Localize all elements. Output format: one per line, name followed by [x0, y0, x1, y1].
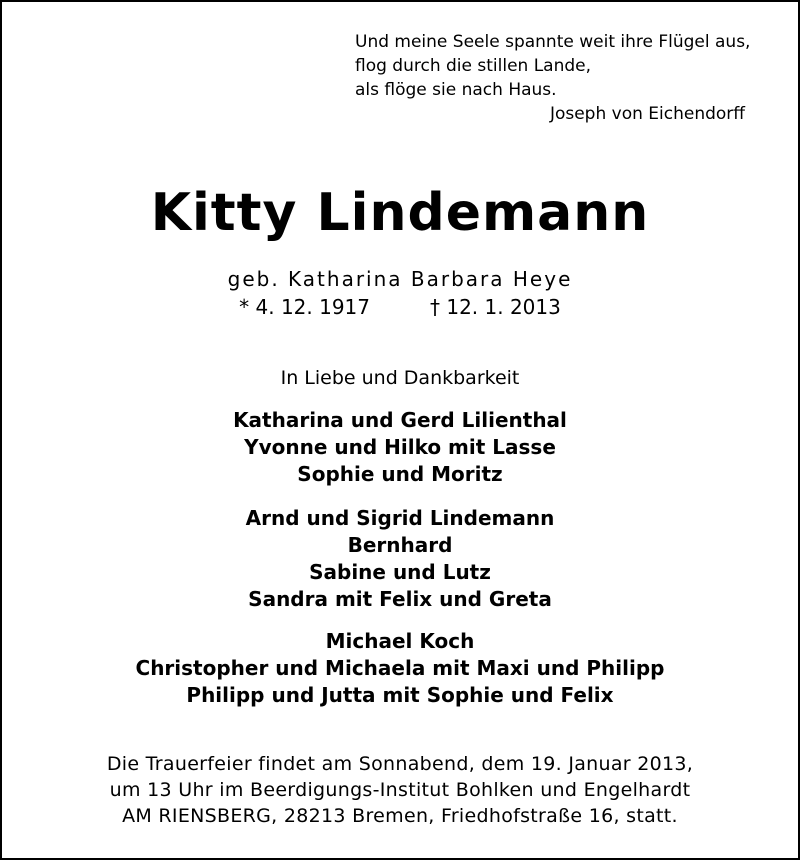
death-date: † 12. 1. 2013: [430, 295, 561, 319]
family-group-1: [0, 407, 800, 488]
family-group-2: [0, 505, 800, 613]
family-line: Sabine und Lutz: [309, 560, 491, 584]
family-line: Sandra mit Felix und Greta: [248, 587, 552, 611]
family-line: Yvonne und Hilko mit Lasse: [244, 435, 556, 459]
thanks-line: In Liebe und Dankbarkeit: [280, 367, 520, 389]
family-line: Katharina und Gerd Lilienthal: [233, 408, 567, 432]
poem-line: Und meine Seele spannte weit ihre Flügel aus,: [355, 32, 751, 52]
family-line: Bernhard: [347, 533, 453, 557]
birth-date: * 4. 12. 1917: [239, 295, 370, 319]
poem-author: Joseph von Eichendorff: [549, 104, 745, 124]
family-line: Sophie und Moritz: [297, 462, 503, 486]
deceased-name: Kitty Lindemann: [150, 183, 650, 243]
poem-block: [355, 30, 775, 126]
ceremony-line: AM RIENSBERG, 28213 Bremen, Friedhofstraße 16, statt.: [122, 805, 678, 827]
family-line: Philipp und Jutta mit Sophie und Felix: [186, 683, 614, 707]
family-group-3: [0, 628, 800, 709]
ceremony-line: um 13 Uhr im Beerdigungs-Institut Bohlken und Engelhardt: [109, 779, 691, 801]
family-line: Michael Koch: [325, 629, 475, 653]
poem-line: flog durch die stillen Lande,: [355, 56, 592, 76]
ceremony-notice: [0, 751, 800, 829]
maiden-name: geb. Katharina Barbara Heye: [227, 267, 573, 291]
family-line: Arnd und Sigrid Lindemann: [245, 506, 555, 530]
life-dates: [0, 294, 800, 320]
ceremony-line: Die Trauerfeier findet am Sonnabend, dem 19. Januar 2013,: [106, 753, 694, 775]
family-line: Christopher und Michaela mit Maxi und Philipp: [135, 656, 665, 680]
poem-line: als flöge sie nach Haus.: [355, 80, 557, 100]
